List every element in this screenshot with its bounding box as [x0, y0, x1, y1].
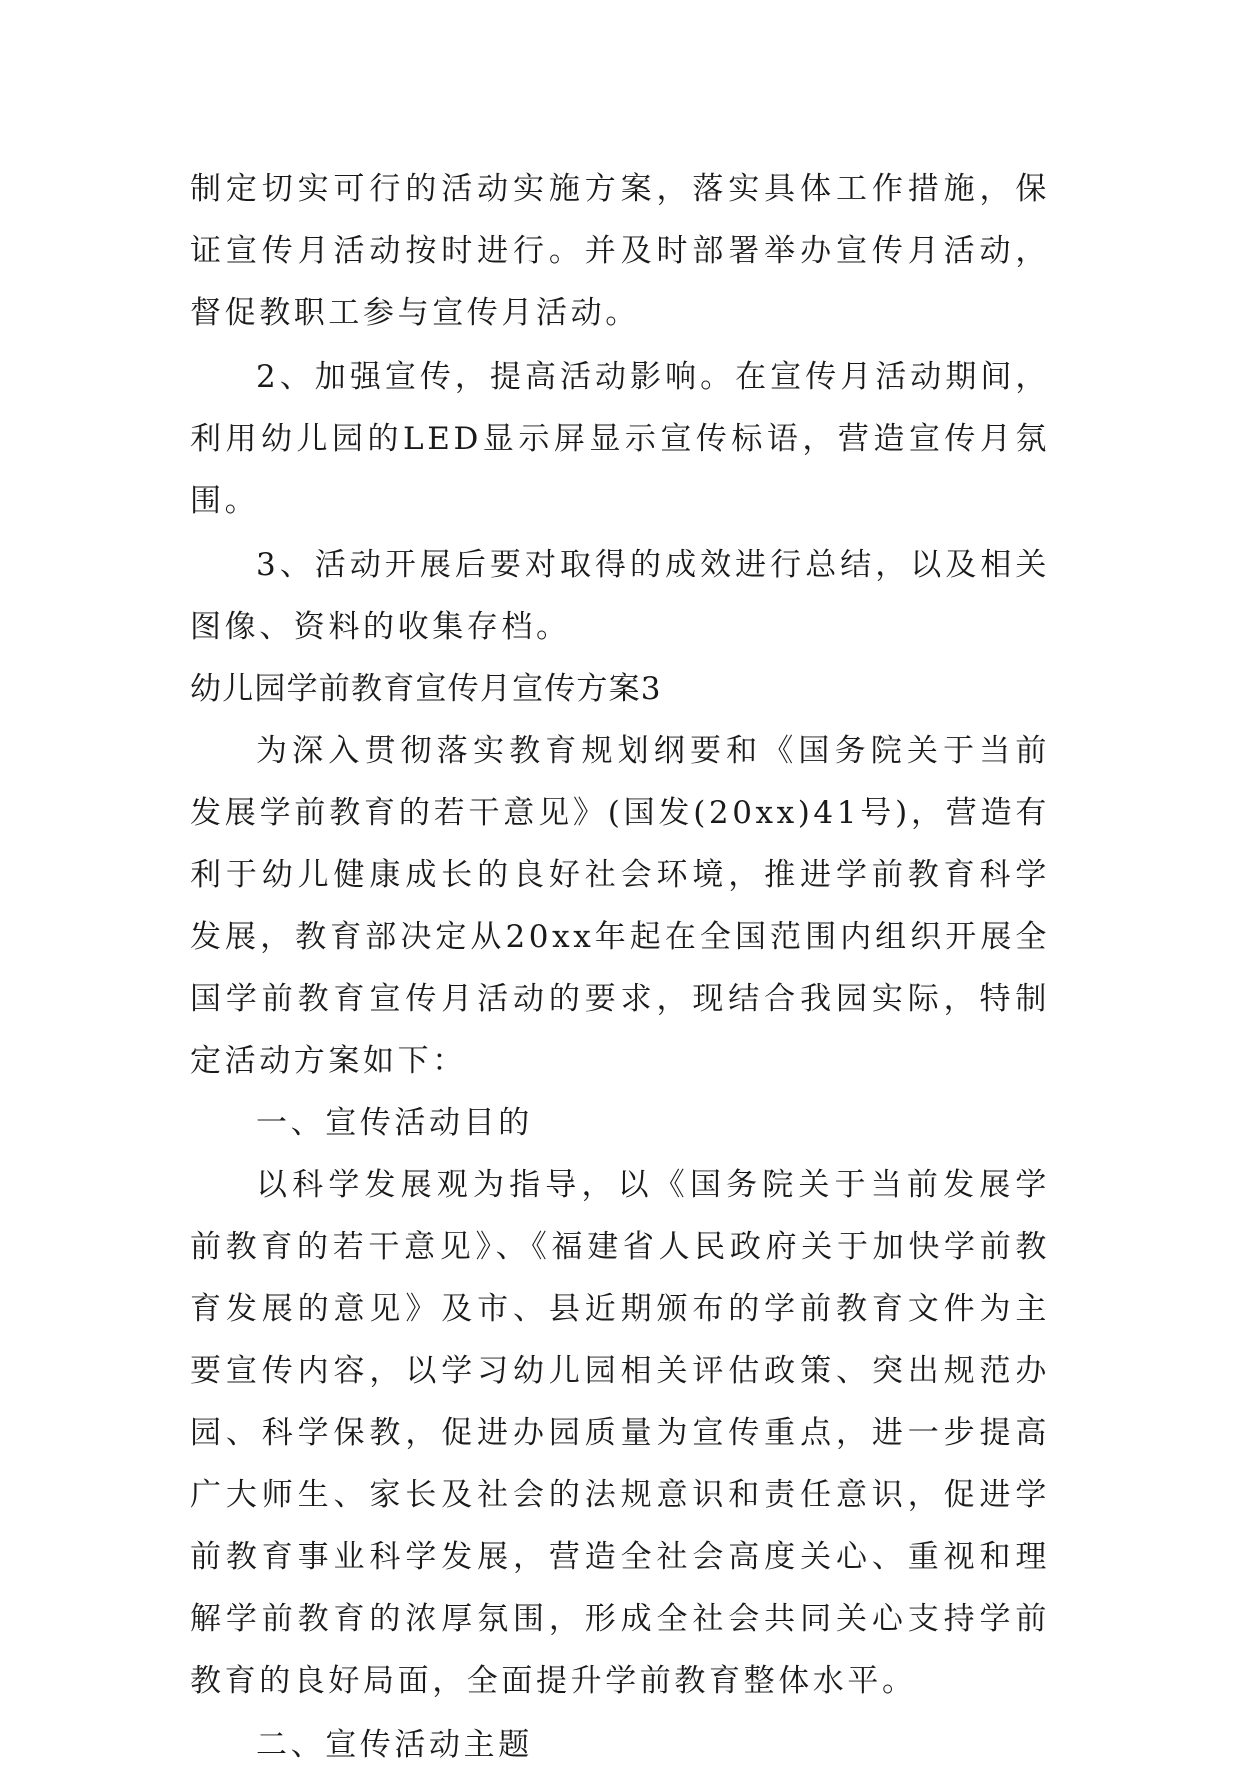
document-body — [190, 158, 1050, 1776]
paragraph-purpose: 以科学发展观为指导，以《国务院关于当前发展学前教育的若干意见》、《福建省人民政府关于加快学前教育发展的意见》及市、县近期颁布的学前教育文件为主要宣传内容，以学习幼儿园相关评估政策、突出规范办园、科学保教，促进办园质量为宣传重点，进一步提高广大师生、家长及社会的法规意识和责任意识，促进学前教育事业科学发展，营造全社会高度关心、重视和理解学前教育的浓厚氛围，形成全社会共同关心支持学前教育的良好局面，全面提升学前教育整体水平。 — [190, 1167, 1050, 1699]
paragraph-intro: 为深入贯彻落实教育规划纲要和《国务院关于当前发展学前教育的若干意见》(国发(20xx)41号)，营造有利于幼儿健康成长的良好社会环境，推进学前教育科学发展，教育部决定从20xx年起在全国范围内组织开展全国学前教育宣传月活动的要求，现结合我园实际，特制定活动方案如下： — [190, 733, 1050, 1079]
paragraph-activity-plan: 制定切实可行的活动实施方案，落实具体工作措施，保证宣传月活动按时进行。并及时部署举办宣传月活动，督促教职工参与宣传月活动。 — [190, 171, 1050, 331]
paragraph-publicity: 2、加强宣传，提高活动影响。在宣传月活动期间，利用幼儿园的LED显示屏显示宣传标语，营造宣传月氛围。 — [190, 359, 1050, 519]
heading-theme: 二、宣传活动主题 — [256, 1727, 533, 1763]
paragraph-summary: 3、活动开展后要对取得的成效进行总结，以及相关图像、资料的收集存档。 — [190, 547, 1050, 645]
section-title: 幼儿园学前教育宣传月宣传方案3 — [190, 671, 662, 707]
heading-purpose: 一、宣传活动目的 — [256, 1105, 533, 1141]
